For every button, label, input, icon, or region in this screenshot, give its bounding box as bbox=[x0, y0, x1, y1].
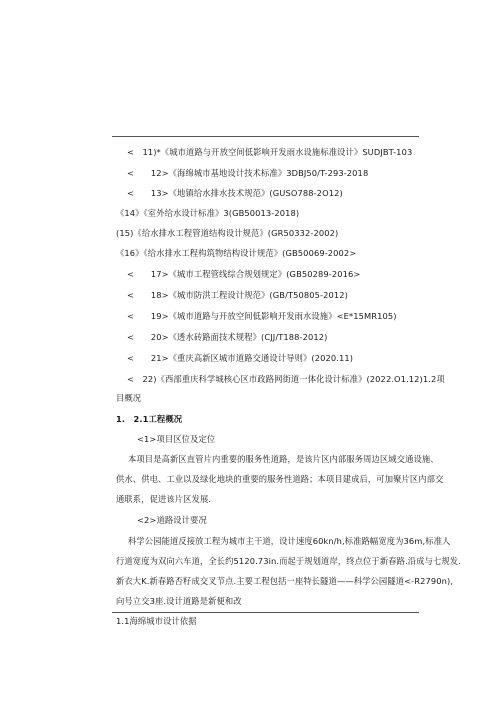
paragraph-line: 科学公园能道反接放工程为城市主干道，设计速度60kn/h,标准路幅宽度为36m,标准人 bbox=[128, 536, 451, 546]
paragraph-line: 行道宽度为双向六车道，全长约5120.73in.而起于规划道岸，终点位于新春路.沿成与七规发. bbox=[116, 556, 461, 566]
paragraph-line: 本项目是高新区直管片内重要的服务性道路，是该片区内部服务周边区域交通设施、 bbox=[128, 454, 439, 464]
reference-item: < 13>《地镇给水排水技术规范》(GUSO788-2O12) bbox=[127, 188, 343, 198]
reference-item: < 18>《城市防洪工程设计规范》(GB/T50805-2012) bbox=[127, 290, 348, 300]
paragraph-line: 向号立交3座.设计道路是新便和改 bbox=[116, 596, 242, 606]
reference-item: < 17>《城市工程管线综合规划规定》(GB50289-2016> bbox=[127, 269, 361, 279]
top-divider bbox=[112, 136, 419, 137]
paragraph-line: 通联系，促进该片区发展. bbox=[116, 494, 212, 504]
paragraph-line: 新衣大K.新春路否籽成交叉节点.主要工程包括一座特长隧道——科学公园隧道<-R2790n), bbox=[116, 576, 454, 586]
reference-item: 《14》《室外给水设计标准》3(GB50013-2018) bbox=[116, 208, 300, 218]
reference-item: < 22)《西部重庆科学城核心区市政路网街道一体化设计标准》(2022.O1.12)1.2项 bbox=[127, 374, 445, 384]
subsection-title: <2>道路设计要况 bbox=[137, 515, 207, 525]
subsection-title: <1>项目区位及定位 bbox=[137, 434, 216, 444]
section-heading: 1. 2.1工程概况 bbox=[116, 414, 183, 424]
reference-item: < 12>《海绵城市基地设计技术标准》3DBJ50/T-293-2018 bbox=[127, 168, 369, 178]
reference-item: < 11)*《城市道路与开放空间低影响开发雨水设施标准设计》SUDJBT-103 bbox=[127, 147, 413, 157]
reference-item: < 20>《透水砖路面技术规程》(CJJ/T188-2012) bbox=[127, 332, 328, 342]
reference-item: 《16》《给水排水工程构筑物结构设计规范》(GB50069-2002> bbox=[116, 248, 357, 258]
reference-item: (15)《给水排水工程管道结构设计规范》(GR50332-2002) bbox=[116, 228, 339, 238]
reference-item: < 21>《重庆高新区城市道路交通设计导则》(2020.11) bbox=[127, 353, 354, 363]
reference-item: < 19>《城市道路与开放空间低影响开发雨水设施》<E*15MR105) bbox=[127, 311, 397, 321]
section-divider bbox=[112, 612, 419, 613]
paragraph-line: 供水、供电、工业以及绿化地块的重要的服务性道路；本项目建成后，可加聚片区内部交 bbox=[116, 474, 444, 484]
bottom-heading: 1.1海绵城市设计依据 bbox=[116, 616, 197, 626]
project-overview-label: 目概况 bbox=[116, 393, 142, 403]
